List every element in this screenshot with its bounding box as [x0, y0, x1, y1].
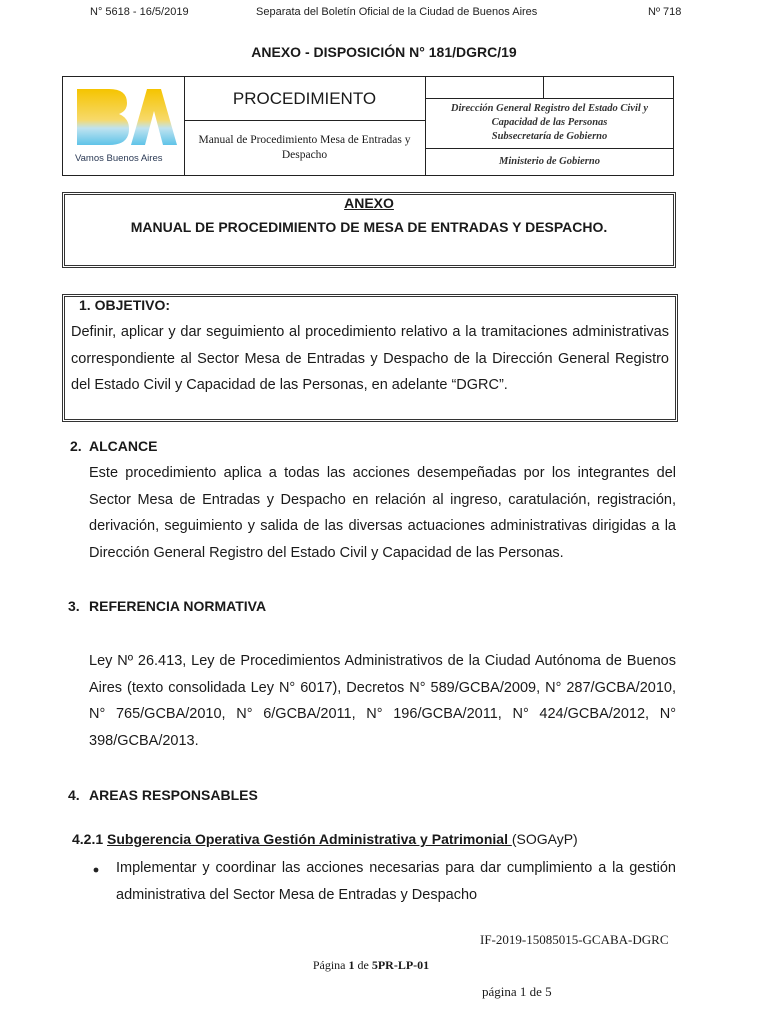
subsection-title: Subgerencia Operativa Gestión Administrativa y Patrimonial — [107, 831, 512, 847]
page-prefix: Página — [312, 958, 349, 972]
alcance-text: Este procedimiento aplica a todas las acciones desempeñadas por los integrantes del Sector Mesa de Entradas y Despacho en relación al ingreso, caratulación, registración, derivación, seguimiento y salida de las diversas actuaciones administrativas dirigidas a la Dirección General Registro del Estado Civil y Capacidad de las Personas. — [89, 465, 676, 561]
logo-cell — [63, 77, 185, 175]
objetivo-heading: 1. OBJETIVO: — [79, 297, 171, 313]
procedure-header-table — [62, 76, 674, 176]
anexo-box — [62, 192, 676, 268]
subsection-abbr: (SOGAyP) — [511, 831, 578, 847]
objetivo-box — [62, 294, 678, 422]
bullet-icon — [94, 868, 99, 873]
manual-title: Manual de Procedimiento Mesa de Entradas y Despacho — [184, 121, 426, 175]
referencia-text: Ley Nº 26.413, Ley de Procedimientos Administrativos de la Ciudad Autónoma de Buenos Aires (texto consolidada Ley N° 6017), Decretos N° 589/GCBA/2009, N° 287/GCBA/2010, N° 765/GCBA/2010, N° 6/GCBA/2011, N° 196/GCBA/2011, N° 424/GCBA/2012, N° 398/GCBA/2013. — [89, 653, 676, 749]
ministerio-cell: Ministerio de Gobierno — [499, 156, 600, 167]
direccion-line: Subsecretaría de Gobierno — [491, 131, 608, 143]
logo-caption: Vamos Buenos Aires — [75, 153, 163, 164]
anexo-title: MANUAL DE PROCEDIMIENTO DE MESA DE ENTRADAS Y DESPACHO. — [130, 219, 608, 235]
anexo-label: ANEXO — [344, 195, 394, 211]
document-id: IF-2019-15085015-GCABA-DGRC — [480, 932, 669, 947]
direccion-cell — [426, 99, 673, 149]
empty-cell — [544, 77, 673, 99]
alcance-heading: ALCANCE — [89, 438, 158, 454]
page-mid: de — [354, 958, 372, 972]
document-title: ANEXO - DISPOSICIÓN N° 181/DGRC/19 — [251, 44, 517, 60]
direccion-line: Dirección General Registro del Estado Civil y — [450, 103, 649, 114]
header-issue: N° 5618 - 16/5/2019 — [90, 6, 189, 18]
page-indicator — [0, 958, 742, 973]
referencia-number: 3. — [68, 598, 80, 614]
alcance-number: 2. — [70, 438, 82, 454]
direccion-line: Capacidad de las Personas — [491, 117, 608, 129]
subsection-heading — [72, 831, 578, 847]
areas-heading: AREAS RESPONSABLES — [89, 787, 258, 803]
page-number: 1 — [348, 958, 355, 972]
areas-number: 4. — [68, 787, 80, 803]
page-of-total: página 1 de 5 — [482, 984, 552, 999]
objetivo-text: Definir, aplicar y dar seguimiento al procedimiento relativo a la tramitaciones administrativas correspondiente al Sector Mesa de Entradas y Despacho de la Dirección General Registro del Estado Civil y Capacidad de las Personas, en adelante “DGRC”. — [71, 324, 669, 393]
header-publication: Separata del Boletín Oficial de la Ciudad de Buenos Aires — [256, 6, 538, 18]
subsection-number: 4.2.1 — [72, 831, 104, 847]
bullet-text: Implementar y coordinar las acciones necesarias para dar cumplimiento a la gestión administrativa del Sector Mesa de Entradas y Despacho — [116, 860, 676, 903]
ba-logo-icon — [69, 83, 179, 153]
referencia-heading: REFERENCIA NORMATIVA — [89, 598, 267, 614]
procedure-label: PROCEDIMIENTO — [184, 77, 426, 121]
page-code: 5PR-LP-01 — [371, 958, 430, 972]
empty-cell — [426, 77, 544, 99]
header-page-number: Nº 718 — [648, 6, 682, 18]
